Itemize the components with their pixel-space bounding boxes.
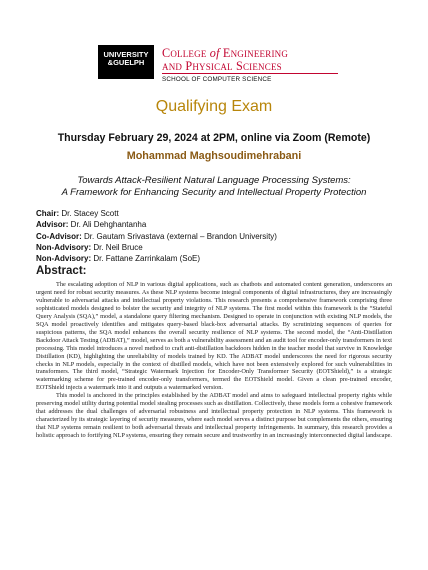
abstract-heading: Abstract:: [36, 265, 87, 277]
college-word-of: of: [209, 46, 220, 60]
thesis-title-line2: A Framework for Enhancing Security and Intellectual Property Protection: [61, 187, 367, 198]
committee-member: Dr. Fattane Zarrinkalam (SoE): [91, 254, 201, 264]
committee-row: [36, 242, 277, 253]
committee-role: Chair:: [36, 209, 60, 218]
committee-role: Non-Advisory:: [36, 254, 92, 264]
university-logo-line2: &GUELPH: [107, 58, 145, 67]
abstract-body: [36, 281, 392, 440]
thesis-title: [0, 175, 428, 199]
committee-member: Dr. Stacey Scott: [59, 209, 119, 218]
committee-member: Dr. Gautam Srivastava (external – Brandon University): [81, 231, 277, 241]
committee-role: Non-Advisory:: [36, 242, 92, 252]
abstract-paragraph-2: This model is anchored in the principles established by the ADBAT model and aims to safeguard intellectual property rights while preserving model utility during potential model stealing processes such as distillation. Collectively, these models form a cohesive framework that addresses the dual challenges of adversarial robustness and intellectual property protection in NLP systems. This framework is characterized by its strategic layering of security measures, where each model serves a distinct purpose but complements the others, ensuring that NLP systems remain resilient to both adversarial threats and intellectual property infringements. In summary, this research provides a holistic approach to fortifying NLP systems, ensuring they remain secure and trustworthy in an increasingly interconnected digital landscape.: [36, 392, 392, 440]
abstract-paragraph-1: The escalating adoption of NLP in various digital applications, such as chatbots and automated content generation, underscores an urgent need for robust security measures. As these NLP systems become integral components of digital infrastructures, they are increasingly vulnerable to adversarial attacks and intellectual property violations. This research presents a comprehensive framework comprising three sophisticated models designed to bolster the security and integrity of NLP systems. The first model within this framework is the “Stateful Query Analysis (SQA),” model, a standalone query filtering mechanism. Designed to operate in conjunction with existing NLP models, the SQA model proactively identifies and mitigates query-based black-box adversarial attacks. By scrutinizing sequences of queries for suspicious patterns, the SQA model enhances the overall security resilience of NLP systems. The second model, the “Anti-Distillation Backdoor Attack Testing (ADBAT),” model, serves as both a vulnerability assessment and an audit tool for encoder-only transformers in text processing. This model introduces a novel method to craft anti-distillation backdoors hidden in the teacher model that survive in Knowledge Distillation (KD), highlighting the unreliability of models trained by KD. The ADBAT model underscores the need for rigorous security checks in NLP models, especially in the context of distilled models, which have not been extensively explored for such vulnerabilities in transformers. The third model, “Strategic Watermark Injection for Encoder-Only Transformer Security (EOTShield),” is a strategic watermarking scheme for pre-trained encoder-only transformers, termed the EOTShield model. Given a clean pre-trained encoder, EOTShield injects a watermark into it and outputs a watermarked version.: [36, 281, 392, 392]
event-datetime: Thursday February 29, 2024 at 2PM, online via Zoom (Remote): [57, 132, 371, 144]
college-name: [162, 47, 288, 73]
committee-role: Co-Advisor:: [36, 231, 82, 241]
committee-list: [36, 208, 277, 264]
thesis-title-line1: Towards Attack-Resilient Natural Language Processing Systems:: [77, 175, 351, 186]
committee-role: Advisor:: [36, 220, 69, 230]
presenter-name: Mohammad Maghsoudimehrabani: [126, 150, 302, 162]
school-name: SCHOOL OF COMPUTER SCIENCE: [162, 76, 272, 83]
university-logo-line1: UNIVERSITY: [103, 50, 149, 59]
header: [98, 45, 338, 81]
committee-member: Dr. Ali Dehghantanha: [68, 220, 147, 230]
committee-row: [36, 208, 277, 219]
committee-member: Dr. Neil Bruce: [91, 242, 143, 252]
page-title: Qualifying Exam: [155, 98, 273, 115]
college-word-2: Engineering: [222, 46, 289, 60]
committee-row: [36, 219, 277, 230]
committee-row: [36, 231, 277, 242]
committee-row: [36, 253, 277, 264]
college-line-2: and Physical Sciences: [162, 59, 282, 73]
header-divider: [162, 73, 338, 74]
university-logo: [98, 45, 154, 79]
college-word-1: College: [162, 46, 207, 60]
